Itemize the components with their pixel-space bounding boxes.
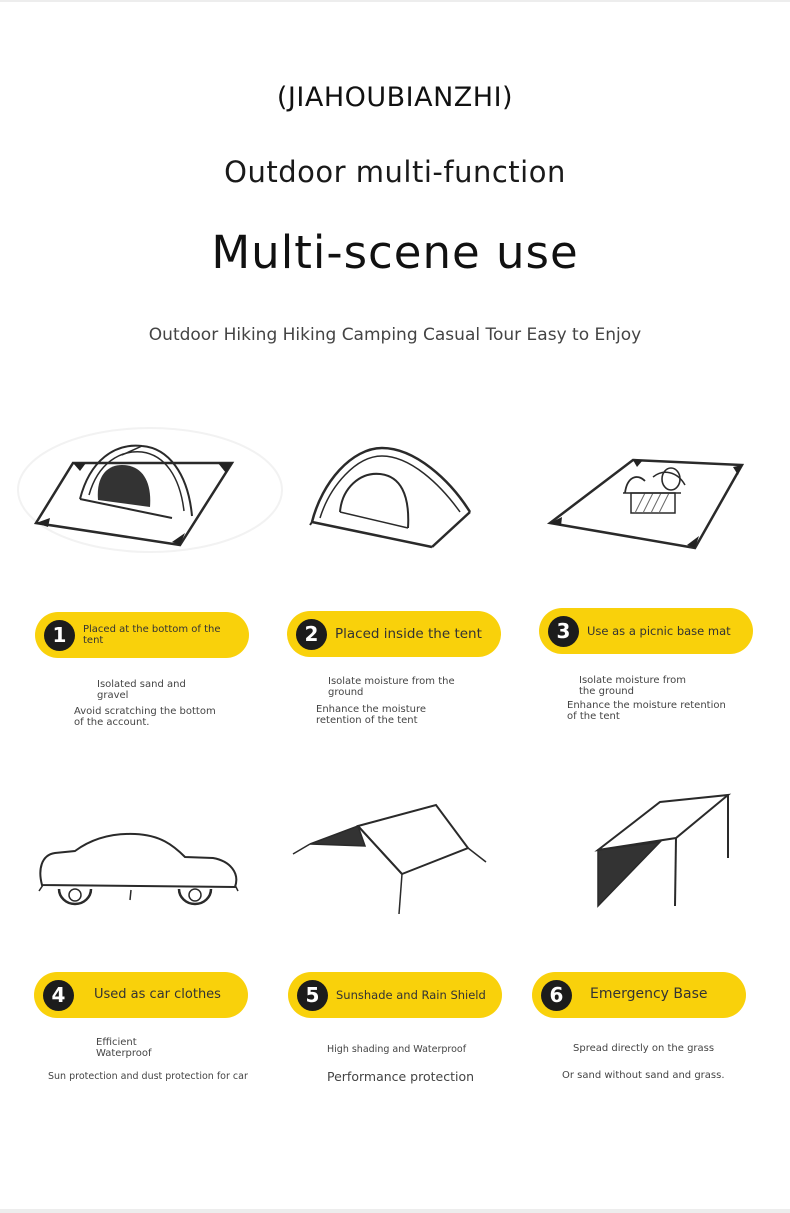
scene-6-pill: [532, 972, 746, 1018]
scene-1-pill: [35, 612, 249, 658]
bottom-divider: [0, 1209, 790, 1213]
scene-2-pill: [287, 611, 501, 657]
scene-note: Performance protection: [327, 1069, 475, 1084]
scene-note: Efficient Waterproof: [96, 1037, 152, 1059]
page-title: Multi-scene use: [211, 226, 579, 279]
awning-shelter-icon: [590, 790, 740, 910]
scene-number-badge: 6: [541, 980, 572, 1011]
scene-note: Sun protection and dust protection for car: [48, 1071, 248, 1082]
scene-note: Avoid scratching the bottom of the account.: [74, 706, 216, 728]
scene-label: Use as a picnic base mat: [587, 623, 731, 638]
scene-number-badge: 2: [296, 619, 327, 650]
scene-number-badge: 5: [297, 980, 328, 1011]
tent-on-mat-icon: [10, 415, 290, 560]
scene-number-badge: 1: [44, 620, 75, 651]
scene-number-badge: 3: [548, 616, 579, 647]
scene-5-pill: [288, 972, 502, 1018]
scene-4-pill: [34, 972, 248, 1018]
scene-label: Placed inside the tent: [335, 625, 482, 642]
picnic-basket-mat-icon: [545, 455, 750, 555]
canopy-shelter-icon: [290, 800, 490, 920]
scene-3-pill: [539, 608, 753, 654]
car-cover-icon: [35, 825, 245, 910]
scene-label: Used as car clothes: [94, 986, 221, 1002]
subtitle: Outdoor multi-function: [224, 155, 566, 189]
scene-note: Enhance the moisture retention of the tent: [567, 700, 726, 722]
scene-label: Emergency Base: [590, 986, 708, 1003]
scene-label: Sunshade and Rain Shield: [336, 987, 486, 1002]
top-divider: [0, 0, 790, 2]
scene-note: Isolate moisture from the ground: [579, 675, 687, 697]
scene-note: Isolated sand and gravel: [97, 679, 186, 701]
brand-name: (JIAHOUBIANZHI): [276, 82, 514, 113]
scene-note: High shading and Waterproof: [327, 1044, 467, 1055]
scene-label: Placed at the bottom of the tent: [83, 624, 221, 646]
scene-note: Enhance the moisture retention of the tent: [316, 704, 427, 726]
scene-note: Or sand without sand and grass.: [562, 1070, 725, 1081]
tagline: Outdoor Hiking Hiking Camping Casual Tour Easy to Enjoy: [148, 325, 642, 345]
tent-icon: [300, 440, 480, 555]
scene-note: Isolate moisture from the ground: [328, 676, 455, 698]
scene-number-badge: 4: [43, 980, 74, 1011]
scene-note: Spread directly on the grass: [573, 1043, 715, 1054]
